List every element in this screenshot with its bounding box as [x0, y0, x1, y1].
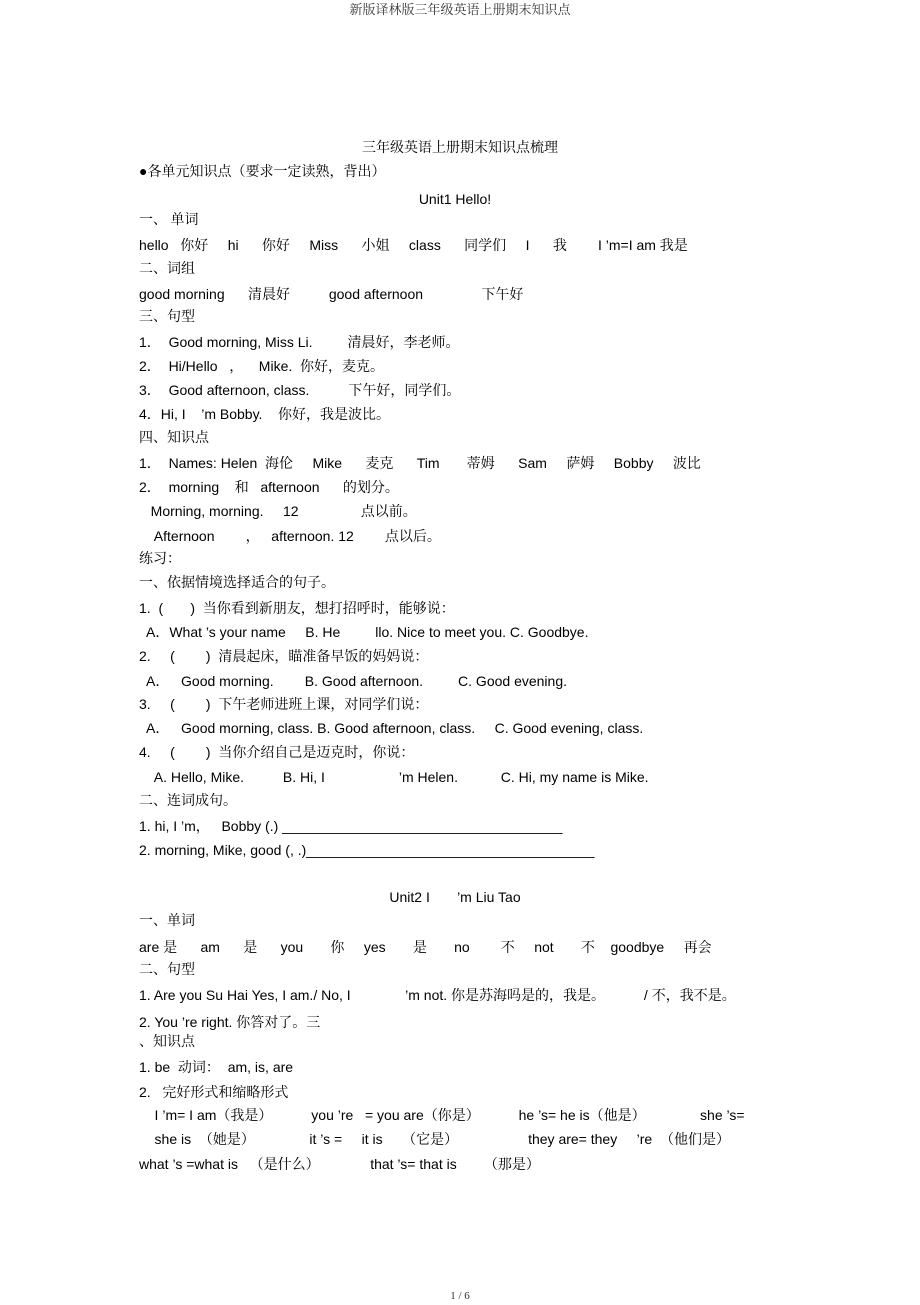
unit1-section-points: 四、知识点 — [139, 431, 209, 446]
unit2-section-sentences: 二、句型 — [139, 963, 195, 978]
unit2-section-vocab: 一、单词 — [139, 914, 195, 929]
unit1-point-3: Morning, morning. 12 点以前。 — [139, 503, 417, 519]
exercise1-q2-options: A． Good morning. B. Good afternoon. C. Good evening. — [139, 673, 568, 689]
unit1-point-1: 1． Names: Helen 海伦 Mike 麦克 Tim 蒂姆 Sam 萨姆 Bobby 波比 — [139, 455, 701, 471]
unit2-vocab-line: are 是 am 是 you 你 yes 是 no 不 not 不 goodbye 再会 — [139, 939, 712, 955]
unit1-point-4: Afternoon ， afternoon. 12 点以后。 — [139, 528, 441, 544]
practice-title: 练习： — [139, 552, 181, 567]
unit1-vocab-line: hello 你好 hi 你好 Miss 小姐 class 同学们 I 我 I ’m=I am 我是 — [139, 237, 688, 253]
document-title: 三年级英语上册期末知识点梳理 — [362, 141, 558, 156]
unit1-sentence-1: 1． Good morning, Miss Li. 清晨好，李老师。 — [139, 334, 460, 350]
unit1-phrases-line: good morning 清晨好 good afternoon 下午好 — [139, 286, 524, 302]
unit2-title: Unit2 I ’m Liu Tao — [389, 889, 521, 905]
unit1-sentence-3: 3． Good afternoon, class. 下午好，同学们。 — [139, 382, 461, 398]
exercise1-q1: 1. ( ) 当你看到新朋友，想打招呼时，能够说： — [139, 600, 455, 616]
unit2-point-1: 1. be 动词： am, is, are — [139, 1059, 294, 1075]
unit2-sentence-1: 1. Are you Su Hai Yes, I am./ No, I ’m not. 你是苏海吗是的，我是。 / 不，我不是。 — [139, 987, 736, 1003]
unit1-sentence-4: 4．Hi, I ’m Bobby. 你好，我是波比。 — [139, 406, 391, 422]
unit1-section-sentences: 三、句型 — [139, 310, 195, 325]
running-header: 新版译林版三年级英语上册期末知识点 — [349, 2, 571, 17]
intro-line: ●各单元知识点（要求一定读熟，背出） — [139, 165, 386, 180]
exercise1-q3-options: A． Good morning, class. B. Good afternoon, class. C. Good evening, class. — [139, 720, 644, 736]
exercise2-title: 二、连词成句。 — [139, 794, 237, 809]
page-number: 1 / 6 — [450, 1290, 470, 1302]
exercise1-title: 一、依据情境选择适合的句子。 — [139, 576, 335, 591]
contraction-line-2: she is （她是） it ’s = it is （它是） they are= they ’re （他们是） — [139, 1131, 730, 1147]
exercise1-q2: 2. ( ) 清晨起床，瞄准备早饭的妈妈说： — [139, 648, 429, 664]
exercise2-q2: 2. morning, Mike, good (, .)_____________________________________ — [139, 842, 595, 858]
unit2-point-2: 2. 完好形式和缩略形式 — [139, 1084, 289, 1100]
exercise1-q4: 4. ( ) 当你介绍自己是迈克时，你说： — [139, 744, 415, 760]
unit2-section-points: 、知识点 — [139, 1035, 195, 1050]
unit1-section-phrases: 二、词组 — [139, 262, 195, 277]
unit1-sentence-2: 2． Hi/Hello ， Mike. 你好，麦克。 — [139, 358, 385, 374]
exercise2-q1: 1. hi, I ’m， Bobby (.) ____________________________________ — [139, 818, 563, 834]
unit1-point-2: 2． morning 和 afternoon 的划分。 — [139, 479, 399, 495]
unit1-section-vocab: 一、 单词 — [139, 213, 199, 228]
unit2-sentence-2: 2. You ’re right. 你答对了。三 — [139, 1014, 321, 1030]
unit1-title: Unit1 Hello! — [418, 191, 492, 207]
exercise1-q3: 3. ( ) 下午老师进班上课，对同学们说： — [139, 696, 429, 712]
contraction-line-3: what ’s =what is （是什么） that ’s= that is （那是） — [139, 1156, 540, 1172]
contraction-line-1: I ’m= I am（我是） you ’re = you are（你是） he ’s= he is（他是） she ’s= — [139, 1107, 745, 1123]
exercise1-q4-options: A. Hello, Mike. B. Hi, I ’m Helen. C. Hi, my name is Mike. — [139, 769, 649, 785]
exercise1-q1-options: A．What ’s your name B. He llo. Nice to meet you. C. Goodbye. — [139, 624, 589, 640]
